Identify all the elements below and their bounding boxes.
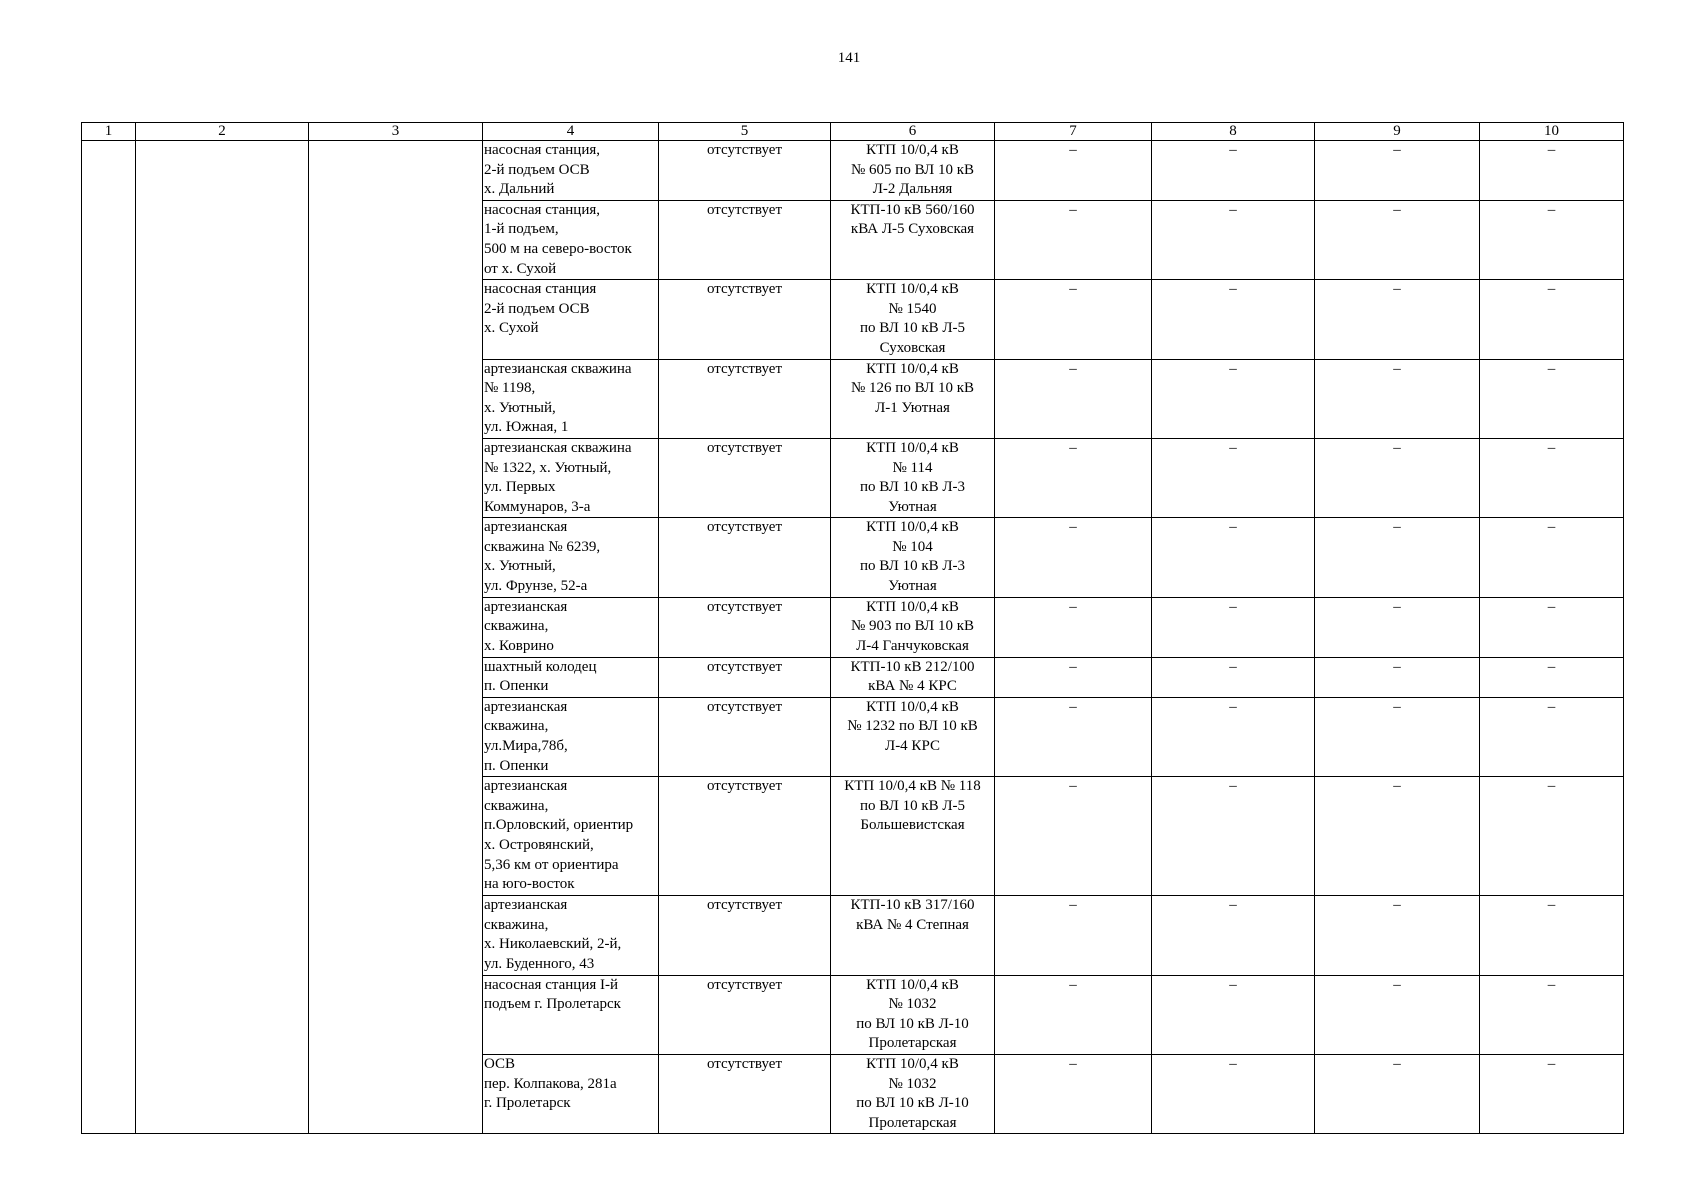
power-source-cell: КТП 10/0,4 кВ № 114 по ВЛ 10 кВ Л-3 Уютная: [831, 438, 995, 517]
object-name-cell: артезианская скважина, ул.Мира,78б, п. Опенки: [483, 697, 659, 776]
col8-cell: –: [1152, 697, 1315, 776]
merged-cell-col-3: [309, 141, 483, 1134]
col10-cell: –: [1480, 141, 1624, 201]
col7-cell: –: [995, 896, 1152, 975]
col9-cell: –: [1315, 280, 1480, 359]
object-name-cell: артезианская скважина, п.Орловский, ориентир х. Островянский, 5,36 км от ориентира на юго-восток: [483, 777, 659, 896]
header-cell-9: 9: [1315, 123, 1480, 141]
col10-cell: –: [1480, 657, 1624, 697]
header-cell-8: 8: [1152, 123, 1315, 141]
col10-cell: –: [1480, 438, 1624, 517]
col10-cell: –: [1480, 280, 1624, 359]
object-name-cell: шахтный колодец п. Опенки: [483, 657, 659, 697]
power-source-cell: КТП-10 кВ 212/100 кВА № 4 КРС: [831, 657, 995, 697]
col10-cell: –: [1480, 359, 1624, 438]
col9-cell: –: [1315, 1054, 1480, 1133]
col10-cell: –: [1480, 1054, 1624, 1133]
object-name-cell: артезианская скважина, х. Коврино: [483, 597, 659, 657]
col7-cell: –: [995, 200, 1152, 279]
col10-cell: –: [1480, 896, 1624, 975]
status-cell: отсутствует: [659, 975, 831, 1054]
col7-cell: –: [995, 280, 1152, 359]
object-name-cell: насосная станция, 1-й подъем, 500 м на северо-восток от х. Сухой: [483, 200, 659, 279]
status-cell: отсутствует: [659, 777, 831, 896]
col8-cell: –: [1152, 975, 1315, 1054]
col7-cell: –: [995, 975, 1152, 1054]
col10-cell: –: [1480, 697, 1624, 776]
table-body: [82, 141, 1624, 1134]
object-name-cell: насосная станция I-й подъем г. Пролетарск: [483, 975, 659, 1054]
status-cell: отсутствует: [659, 438, 831, 517]
power-source-cell: КТП 10/0,4 кВ № 1540 по ВЛ 10 кВ Л-5 Суховская: [831, 280, 995, 359]
col7-cell: –: [995, 359, 1152, 438]
power-source-cell: КТП-10 кВ 317/160 кВА № 4 Степная: [831, 896, 995, 975]
object-name-cell: артезианская скважина № 1198, х. Уютный, ул. Южная, 1: [483, 359, 659, 438]
col10-cell: –: [1480, 777, 1624, 896]
header-cell-5: 5: [659, 123, 831, 141]
object-name-cell: артезианская скважина, х. Николаевский, 2-й, ул. Буденного, 43: [483, 896, 659, 975]
status-cell: отсутствует: [659, 359, 831, 438]
status-cell: отсутствует: [659, 518, 831, 597]
col8-cell: –: [1152, 359, 1315, 438]
col8-cell: –: [1152, 597, 1315, 657]
power-source-cell: КТП-10 кВ 560/160 кВА Л-5 Суховская: [831, 200, 995, 279]
merged-cell-col-2: [136, 141, 309, 1134]
col9-cell: –: [1315, 697, 1480, 776]
col7-cell: –: [995, 657, 1152, 697]
col8-cell: –: [1152, 141, 1315, 201]
col9-cell: –: [1315, 657, 1480, 697]
header-cell-3: 3: [309, 123, 483, 141]
col8-cell: –: [1152, 1054, 1315, 1133]
col8-cell: –: [1152, 896, 1315, 975]
table-header: [82, 123, 1624, 141]
col7-cell: –: [995, 597, 1152, 657]
header-cell-7: 7: [995, 123, 1152, 141]
header-cell-6: 6: [831, 123, 995, 141]
power-source-cell: КТП 10/0,4 кВ № 605 по ВЛ 10 кВ Л-2 Дальняя: [831, 141, 995, 201]
col7-cell: –: [995, 438, 1152, 517]
table-row: [82, 141, 1624, 201]
power-source-cell: КТП 10/0,4 кВ № 1232 по ВЛ 10 кВ Л-4 КРС: [831, 697, 995, 776]
status-cell: отсутствует: [659, 597, 831, 657]
power-source-cell: КТП 10/0,4 кВ № 1032 по ВЛ 10 кВ Л-10 Пролетарская: [831, 1054, 995, 1133]
col9-cell: –: [1315, 438, 1480, 517]
col9-cell: –: [1315, 141, 1480, 201]
col7-cell: –: [995, 777, 1152, 896]
header-cell-1: 1: [82, 123, 136, 141]
col7-cell: –: [995, 1054, 1152, 1133]
object-name-cell: артезианская скважина № 6239, х. Уютный, ул. Фрунзе, 52-а: [483, 518, 659, 597]
document-table: [81, 122, 1624, 1134]
header-cell-2: 2: [136, 123, 309, 141]
power-source-cell: КТП 10/0,4 кВ № 104 по ВЛ 10 кВ Л-3 Уютная: [831, 518, 995, 597]
header-cell-10: 10: [1480, 123, 1624, 141]
col7-cell: –: [995, 141, 1152, 201]
status-cell: отсутствует: [659, 657, 831, 697]
col7-cell: –: [995, 697, 1152, 776]
merged-cell-col-1: [82, 141, 136, 1134]
col8-cell: –: [1152, 438, 1315, 517]
header-row: [82, 123, 1624, 141]
col9-cell: –: [1315, 200, 1480, 279]
col8-cell: –: [1152, 777, 1315, 896]
col9-cell: –: [1315, 518, 1480, 597]
object-name-cell: артезианская скважина № 1322, х. Уютный, ул. Первых Коммунаров, 3-а: [483, 438, 659, 517]
object-name-cell: ОСВ пер. Колпакова, 281а г. Пролетарск: [483, 1054, 659, 1133]
col9-cell: –: [1315, 975, 1480, 1054]
col10-cell: –: [1480, 518, 1624, 597]
status-cell: отсутствует: [659, 1054, 831, 1133]
power-source-cell: КТП 10/0,4 кВ № 903 по ВЛ 10 кВ Л-4 Ганчуковская: [831, 597, 995, 657]
col10-cell: –: [1480, 597, 1624, 657]
col9-cell: –: [1315, 777, 1480, 896]
status-cell: отсутствует: [659, 896, 831, 975]
object-name-cell: насосная станция, 2-й подъем ОСВ х. Дальний: [483, 141, 659, 201]
page-number: 141: [837, 50, 861, 66]
col10-cell: –: [1480, 975, 1624, 1054]
col8-cell: –: [1152, 280, 1315, 359]
header-cell-4: 4: [483, 123, 659, 141]
power-source-cell: КТП 10/0,4 кВ № 1032 по ВЛ 10 кВ Л-10 Пролетарская: [831, 975, 995, 1054]
col8-cell: –: [1152, 657, 1315, 697]
status-cell: отсутствует: [659, 141, 831, 201]
col8-cell: –: [1152, 200, 1315, 279]
status-cell: отсутствует: [659, 280, 831, 359]
status-cell: отсутствует: [659, 697, 831, 776]
col9-cell: –: [1315, 597, 1480, 657]
col8-cell: –: [1152, 518, 1315, 597]
power-source-cell: КТП 10/0,4 кВ № 126 по ВЛ 10 кВ Л-1 Уютная: [831, 359, 995, 438]
col9-cell: –: [1315, 359, 1480, 438]
status-cell: отсутствует: [659, 200, 831, 279]
object-name-cell: насосная станция 2-й подъем ОСВ х. Сухой: [483, 280, 659, 359]
col10-cell: –: [1480, 200, 1624, 279]
col9-cell: –: [1315, 896, 1480, 975]
col7-cell: –: [995, 518, 1152, 597]
power-source-cell: КТП 10/0,4 кВ № 118 по ВЛ 10 кВ Л-5 Большевистская: [831, 777, 995, 896]
